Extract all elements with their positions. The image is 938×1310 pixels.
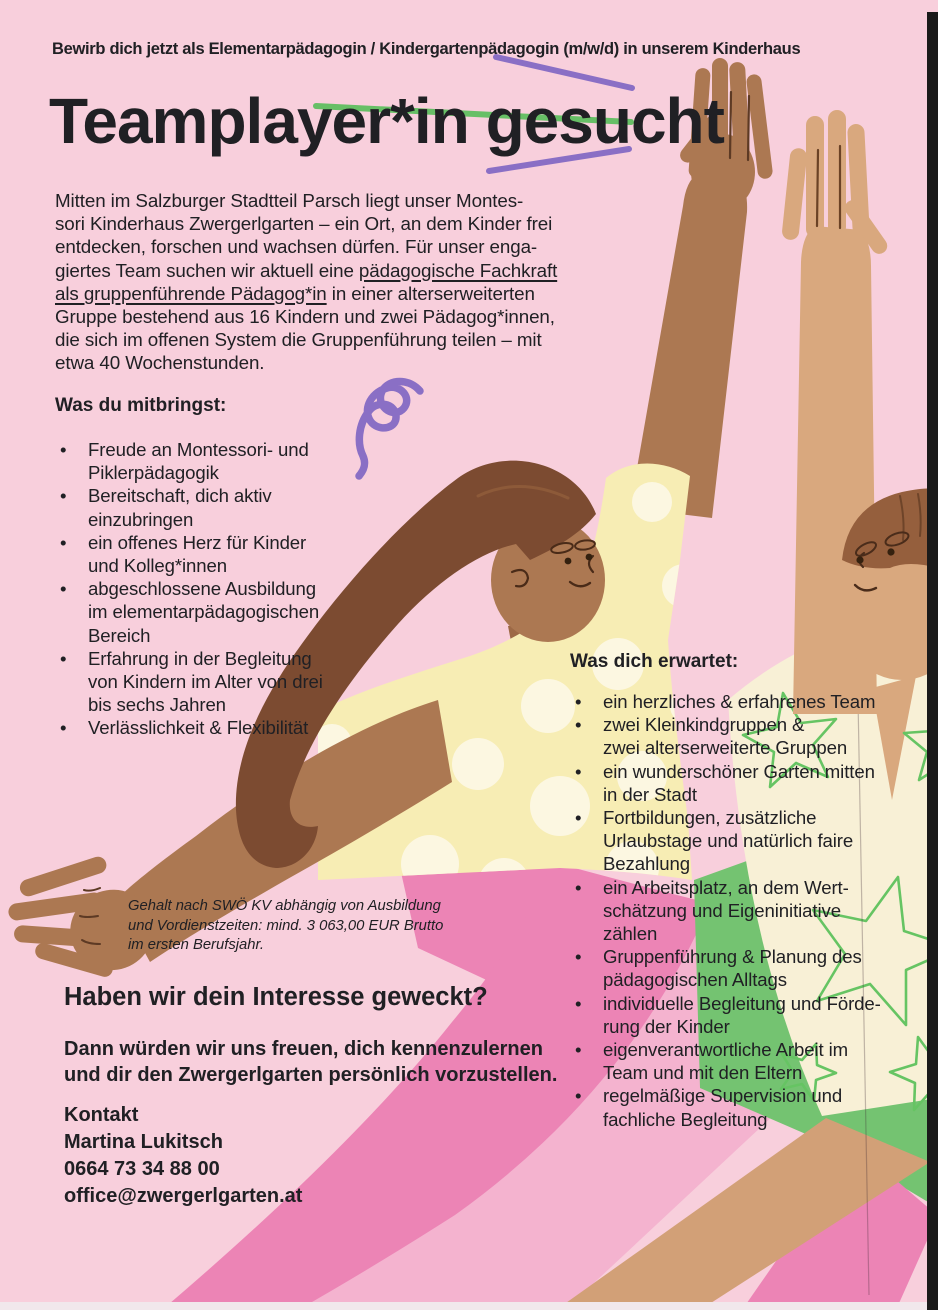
list-item-text: zwei Kleinkindgruppen & zwei alterserweiterte Gruppen — [603, 714, 848, 759]
list-item — [60, 484, 390, 530]
list-item — [60, 438, 390, 484]
bullet-icon: • — [60, 647, 67, 669]
list-item-text: Fortbildungen, zusätzliche Urlaubstage und natürlich faire Bezahlung — [603, 807, 854, 875]
salary-note: Gehalt nach SWÖ KV abhängig von Ausbildung und Vordienstzeiten: mind. 3 063,00 EUR Brutto im ersten Berufsjahr. — [128, 898, 444, 953]
list-item — [575, 760, 925, 806]
contact-block — [64, 1102, 302, 1210]
list-item-text: ein Arbeitsplatz, an dem Wert- schätzung und Eigeninitiative zählen — [603, 876, 849, 945]
list-item — [575, 876, 925, 946]
list-item — [575, 1084, 925, 1130]
expect-section-heading: Was dich erwartet: — [570, 651, 739, 672]
list-item-text: Freude an Montessori- und Piklerpädagogik — [88, 439, 309, 484]
list-item-text: Erfahrung in der Begleitung von Kindern im Alter von drei bis sechs Jahren — [88, 647, 323, 716]
list-item-text: eigenverantwortliche Arbeit im Team und mit den Eltern — [603, 1039, 849, 1084]
bullet-icon: • — [575, 992, 582, 1014]
list-item-text: Verlässlichkeit & Flexibilität — [88, 717, 309, 739]
intro-line — [55, 235, 557, 258]
list-item — [575, 945, 925, 991]
bullet-icon: • — [575, 807, 582, 829]
bullet-icon: • — [575, 760, 582, 782]
bullet-icon: • — [575, 691, 582, 712]
list-item — [575, 806, 925, 876]
list-item-text: ein herzliches & erfahrenes Team — [603, 691, 876, 712]
contact-email: office@zwergerlgarten.at — [64, 1185, 303, 1207]
list-item — [60, 647, 390, 717]
list-item — [575, 690, 925, 713]
photo-edge-bar — [927, 12, 938, 1310]
list-item-text: individuelle Begleitung und Förde- rung der Kinder — [603, 992, 881, 1037]
list-item — [60, 716, 390, 739]
expect-list — [575, 690, 925, 1131]
intro-line — [55, 259, 557, 282]
closing-question: Haben wir dein Interesse geweckt? — [64, 983, 488, 1011]
intro-line — [55, 282, 557, 305]
bullet-icon: • — [575, 1085, 582, 1107]
bullet-icon: • — [60, 439, 67, 460]
list-item — [575, 992, 925, 1038]
contact-heading: Kontakt — [64, 1104, 139, 1126]
contact-phone: 0664 73 34 88 00 — [64, 1158, 220, 1180]
bullet-icon: • — [575, 1039, 582, 1061]
list-item-text: Bereitschaft, dich aktiv einzubringen — [88, 485, 272, 530]
text-span: entdecken, forschen und wachsen dürfen. Für unser enga- — [55, 236, 538, 258]
text-span: sori Kinderhaus Zwergerlgarten – ein Ort, an dem Kinder frei — [55, 213, 553, 235]
list-item — [575, 713, 925, 759]
text-span: in einer alterserweiterten — [326, 282, 535, 304]
bullet-icon: • — [60, 717, 67, 739]
intro-line — [55, 328, 557, 351]
list-item-text: regelmäßige Supervision und fachliche Begleitung — [603, 1085, 843, 1130]
closing-text: Dann würden wir uns freuen, dich kennenzulernen und dir den Zwergerlgarten persönlich vorzustellen. — [64, 1038, 558, 1086]
text-span: die sich im offenen System die Gruppenführung teilen – mit — [55, 329, 542, 351]
intro-line — [55, 351, 557, 374]
list-item-text: Gruppenführung & Planung des pädagogischen Alltags — [603, 946, 862, 991]
underlined-phrase: als gruppenführende Pädagog*in — [55, 282, 327, 304]
list-item — [60, 531, 390, 577]
text-span: Mitten im Salzburger Stadtteil Parsch liegt unser Montes- — [55, 190, 524, 211]
bullet-icon: • — [575, 714, 582, 736]
list-item — [575, 1038, 925, 1084]
list-item-text: ein wunderschöner Garten mitten in der Stadt — [603, 760, 875, 805]
intro-paragraph — [55, 189, 557, 375]
bullet-icon: • — [60, 485, 67, 507]
contact-name: Martina Lukitsch — [64, 1131, 223, 1153]
bullet-icon: • — [575, 946, 582, 968]
list-item — [60, 577, 390, 647]
intro-line — [55, 189, 557, 212]
list-item-text: ein offenes Herz für Kinder und Kolleg*innen — [88, 531, 307, 577]
underlined-phrase: pädagogische Fachkraft — [358, 259, 558, 281]
bring-section-heading: Was du mitbringst: — [55, 395, 227, 416]
text-span: etwa 40 Wochenstunden. — [55, 352, 265, 374]
list-item-text: abgeschlossene Ausbildung im elementarpädagogischen Bereich — [88, 578, 320, 646]
eyebrow-line: Bewirb dich jetzt als Elementarpädagogin / Kindergartenpädagogin (m/w/d) in unserem Kinderhaus — [52, 40, 801, 58]
bring-list — [60, 438, 390, 740]
bullet-icon: • — [60, 531, 67, 553]
bullet-icon: • — [60, 578, 67, 600]
intro-line — [55, 305, 557, 328]
page-bottom-edge — [0, 1302, 938, 1310]
text-span: giertes Team suchen wir aktuell eine — [55, 259, 359, 281]
text-span: Gruppe bestehend aus 16 Kindern und zwei Pädagog*innen, — [55, 306, 555, 328]
intro-line — [55, 212, 557, 235]
poster-title: Teamplayer*in gesucht — [49, 85, 724, 157]
bullet-icon: • — [575, 876, 582, 898]
